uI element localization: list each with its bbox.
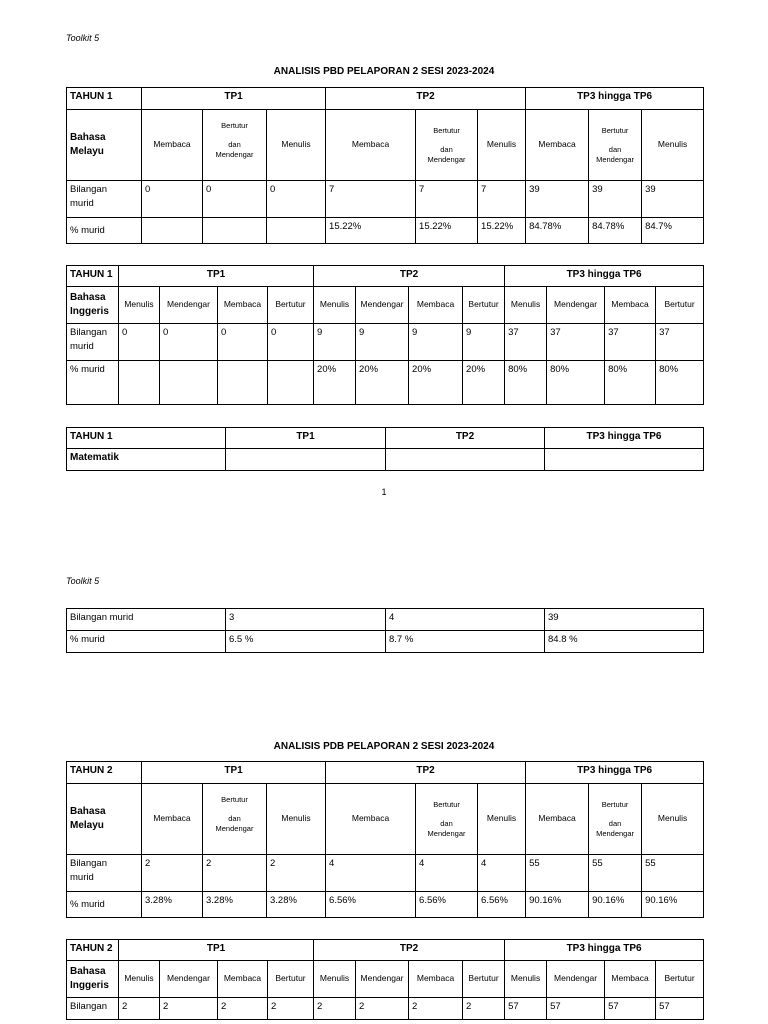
bahasa-inggeris-tahun2-table [66, 939, 704, 1020]
tp1-header: TP1 [142, 88, 326, 110]
matematik-tahun1-table [66, 427, 704, 471]
count-cell: 2 [218, 998, 268, 1020]
count-cell: 0 [160, 324, 218, 361]
count-cell: 4 [326, 855, 416, 892]
tp2-header: TP2 [314, 940, 505, 961]
count-cell: 9 [356, 324, 409, 361]
percent-cell: 3.28% [267, 892, 326, 918]
count-cell: 4 [386, 609, 545, 631]
skill-membaca: Membaca [218, 961, 268, 998]
skill-menulis: Menulis [314, 287, 356, 324]
skill-menulis: Menulis [478, 110, 526, 181]
count-cell: 57 [605, 998, 656, 1020]
count-cell: 0 [267, 181, 326, 218]
percent-cell [203, 218, 267, 244]
skill-menulis: Menulis [267, 110, 326, 181]
skill-bertutur-dan-mendengar: Bertutur dan Mendengar [416, 784, 478, 855]
count-cell: 2 [267, 855, 326, 892]
skill-mendengar: Mendengar [356, 287, 409, 324]
percent-cell: 90.16% [589, 892, 642, 918]
tp2-header: TP2 [386, 428, 545, 449]
skill-mendengar: Mendengar [160, 287, 218, 324]
skill-membaca: Membaca [605, 961, 656, 998]
skill-bertutur: Bertutur [656, 287, 704, 324]
skill-menulis: Menulis [267, 784, 326, 855]
year-header: TAHUN 1 [67, 428, 226, 449]
empty-cell [386, 449, 545, 471]
percent-cell: 20% [409, 361, 463, 405]
skill-bertutur-dan-mendengar: Bertutur dan Mendengar [203, 784, 267, 855]
count-cell: 4 [416, 855, 478, 892]
matematik-tahun1-continued-table [66, 608, 704, 653]
count-cell: 39 [545, 609, 704, 631]
count-cell: 57 [547, 998, 605, 1020]
count-cell: 2 [203, 855, 267, 892]
count-cell: 2 [119, 998, 160, 1020]
skill-bertutur: Bertutur [463, 287, 505, 324]
skill-bertutur: Bertutur [268, 287, 314, 324]
count-cell: 0 [218, 324, 268, 361]
row-label-bilangan-murid: Bilangan murid [67, 609, 226, 631]
row-label-percent-murid: % murid [67, 631, 226, 653]
percent-cell: 15.22% [416, 218, 478, 244]
skill-menulis: Menulis [119, 287, 160, 324]
skill-menulis: Menulis [314, 961, 356, 998]
percent-cell: 84.8 % [545, 631, 704, 653]
skill-membaca: Membaca [409, 961, 463, 998]
percent-cell: 80% [605, 361, 656, 405]
percent-cell: 3.28% [203, 892, 267, 918]
count-cell: 7 [478, 181, 526, 218]
tp3-tp6-header: TP3 hingga TP6 [505, 266, 704, 287]
percent-cell: 20% [314, 361, 356, 405]
percent-cell: 6.56% [416, 892, 478, 918]
percent-cell: 90.16% [526, 892, 589, 918]
count-cell: 0 [119, 324, 160, 361]
count-cell: 2 [160, 998, 218, 1020]
empty-cell [545, 449, 704, 471]
count-cell: 2 [268, 998, 314, 1020]
percent-cell: 20% [356, 361, 409, 405]
page-number: 1 [381, 487, 387, 497]
row-label-percent-murid: % murid [67, 892, 142, 918]
count-cell: 39 [642, 181, 704, 218]
skill-menulis: Menulis [119, 961, 160, 998]
count-cell: 9 [409, 324, 463, 361]
skill-membaca: Membaca [409, 287, 463, 324]
count-cell: 37 [547, 324, 605, 361]
percent-cell [119, 361, 160, 405]
skill-menulis: Menulis [505, 961, 547, 998]
tp3-tp6-header: TP3 hingga TP6 [526, 88, 704, 110]
percent-cell: 3.28% [142, 892, 203, 918]
skill-membaca: Membaca [142, 784, 203, 855]
year-header: TAHUN 1 [67, 266, 119, 287]
skill-bertutur: Bertutur [268, 961, 314, 998]
tp3-tp6-header: TP3 hingga TP6 [505, 940, 704, 961]
count-cell: 2 [409, 998, 463, 1020]
count-cell: 0 [142, 181, 203, 218]
tp2-header: TP2 [326, 88, 526, 110]
count-cell: 57 [656, 998, 704, 1020]
year-header: TAHUN 2 [67, 940, 119, 961]
row-label-percent-murid: % murid [67, 361, 119, 405]
skill-menulis: Menulis [505, 287, 547, 324]
percent-cell: 15.22% [478, 218, 526, 244]
skill-bertutur-dan-mendengar: Bertutur dan Mendengar [416, 110, 478, 181]
document-title: ANALISIS PDB PELAPORAN 2 SESI 2023-2024 [273, 741, 495, 752]
count-cell: 57 [505, 998, 547, 1020]
percent-cell [142, 218, 203, 244]
percent-cell [218, 361, 268, 405]
row-label-bilangan-murid: Bilangan murid [67, 181, 142, 218]
tp3-tp6-header: TP3 hingga TP6 [545, 428, 704, 449]
count-cell: 37 [605, 324, 656, 361]
skill-menulis: Menulis [642, 110, 704, 181]
skill-bertutur-dan-mendengar: Bertutur dan Mendengar [203, 110, 267, 181]
bahasa-melayu-tahun1-table [66, 87, 704, 244]
skill-membaca: Membaca [218, 287, 268, 324]
tp1-header: TP1 [142, 762, 326, 784]
skill-menulis: Menulis [478, 784, 526, 855]
skill-mendengar: Mendengar [547, 287, 605, 324]
empty-cell [226, 449, 386, 471]
count-cell: 0 [268, 324, 314, 361]
skill-membaca: Membaca [326, 110, 416, 181]
count-cell: 39 [589, 181, 642, 218]
subject-label: Matematik [67, 449, 226, 471]
toolkit-label: Toolkit 5 [66, 33, 100, 43]
percent-cell: 6.56% [326, 892, 416, 918]
bahasa-melayu-tahun2-table [66, 761, 704, 918]
percent-cell: 90.16% [642, 892, 704, 918]
tp2-header: TP2 [314, 266, 505, 287]
count-cell: 55 [589, 855, 642, 892]
skill-bertutur-dan-mendengar: Bertutur dan Mendengar [589, 110, 642, 181]
year-header: TAHUN 2 [67, 762, 142, 784]
tp2-header: TP2 [326, 762, 526, 784]
year-header: TAHUN 1 [67, 88, 142, 110]
percent-cell [267, 218, 326, 244]
count-cell: 7 [326, 181, 416, 218]
count-cell: 2 [314, 998, 356, 1020]
count-cell: 37 [505, 324, 547, 361]
count-cell: 9 [463, 324, 505, 361]
count-cell: 0 [203, 181, 267, 218]
count-cell: 4 [478, 855, 526, 892]
percent-cell: 84.78% [589, 218, 642, 244]
subject-label: Bahasa Melayu [67, 110, 142, 181]
row-label-percent-murid: % murid [67, 218, 142, 244]
tp3-tp6-header: TP3 hingga TP6 [526, 762, 704, 784]
skill-mendengar: Mendengar [356, 961, 409, 998]
bahasa-inggeris-tahun1-table [66, 265, 704, 405]
skill-membaca: Membaca [142, 110, 203, 181]
percent-cell: 6.5 % [226, 631, 386, 653]
percent-cell [268, 361, 314, 405]
count-cell: 55 [642, 855, 704, 892]
count-cell: 2 [463, 998, 505, 1020]
percent-cell: 20% [463, 361, 505, 405]
tp1-header: TP1 [119, 940, 314, 961]
skill-mendengar: Mendengar [547, 961, 605, 998]
skill-bertutur: Bertutur [463, 961, 505, 998]
tp1-header: TP1 [119, 266, 314, 287]
count-cell: 9 [314, 324, 356, 361]
skill-membaca: Membaca [526, 784, 589, 855]
row-label-bilangan: Bilangan [67, 998, 119, 1020]
subject-label: Bahasa Inggeris [67, 961, 119, 998]
count-cell: 37 [656, 324, 704, 361]
skill-membaca: Membaca [605, 287, 656, 324]
percent-cell: 84.78% [526, 218, 589, 244]
percent-cell: 84.7% [642, 218, 704, 244]
subject-label: Bahasa Inggeris [67, 287, 119, 324]
percent-cell: 8.7 % [386, 631, 545, 653]
count-cell: 39 [526, 181, 589, 218]
row-label-bilangan-murid: Bilangan murid [67, 855, 142, 892]
skill-membaca: Membaca [526, 110, 589, 181]
count-cell: 7 [416, 181, 478, 218]
subject-label: Bahasa Melayu [67, 784, 142, 855]
count-cell: 3 [226, 609, 386, 631]
tp1-header: TP1 [226, 428, 386, 449]
skill-mendengar: Mendengar [160, 961, 218, 998]
percent-cell [160, 361, 218, 405]
skill-bertutur: Bertutur [656, 961, 704, 998]
row-label-bilangan-murid: Bilangan murid [67, 324, 119, 361]
document-title: ANALISIS PBD PELAPORAN 2 SESI 2023-2024 [273, 66, 495, 77]
percent-cell: 15.22% [326, 218, 416, 244]
count-cell: 55 [526, 855, 589, 892]
count-cell: 2 [142, 855, 203, 892]
skill-menulis: Menulis [642, 784, 704, 855]
count-cell: 2 [356, 998, 409, 1020]
percent-cell: 80% [505, 361, 547, 405]
percent-cell: 80% [547, 361, 605, 405]
percent-cell: 80% [656, 361, 704, 405]
percent-cell: 6.56% [478, 892, 526, 918]
toolkit-label: Toolkit 5 [66, 576, 100, 586]
skill-membaca: Membaca [326, 784, 416, 855]
skill-bertutur-dan-mendengar: Bertutur dan Mendengar [589, 784, 642, 855]
